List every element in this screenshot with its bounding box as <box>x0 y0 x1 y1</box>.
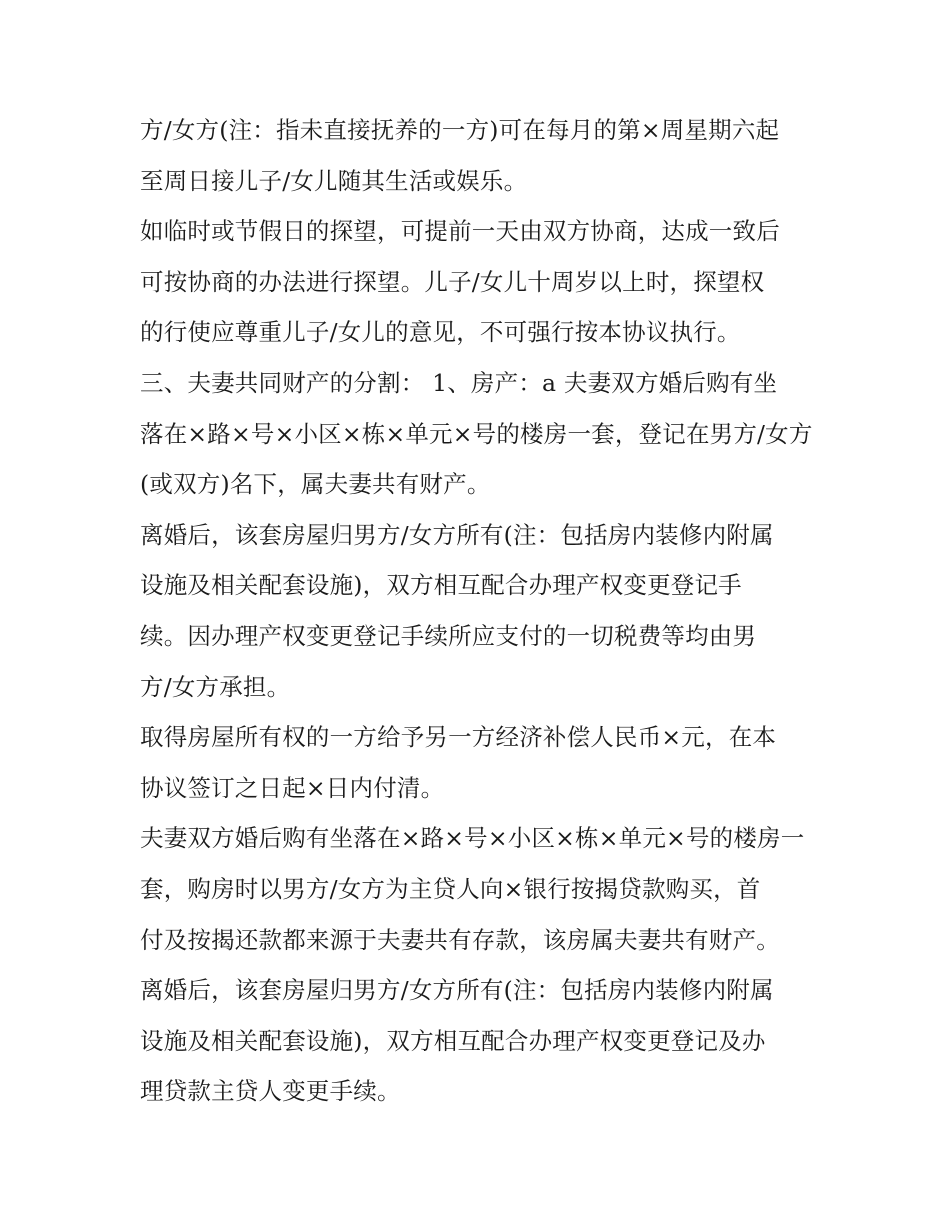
text-line: 可按协商的办法进行探望。儿子/女儿十周岁以上时，探望权 <box>140 267 765 296</box>
text-line: 方/女方承担。 <box>140 672 291 701</box>
text-line: 付及按揭还款都来源于夫妻共有存款，该房属夫妻共有财产。 <box>140 925 780 954</box>
text-line: 套，购房时以男方/女方为主贷人向×银行按揭贷款购买，首 <box>140 874 761 903</box>
text-line: 离婚后，该套房屋归男方/女方所有(注：包括房内装修内附属 <box>140 976 774 1005</box>
text-line: 落在×路×号×小区×栋×单元×号的楼房一套，登记在男方/女方 <box>140 419 813 448</box>
text-line: 三、夫妻共同财产的分割： 1、房产：a 夫妻双方婚后购有坐 <box>140 368 778 397</box>
text-line: (或双方)名下，属夫妻共有财产。 <box>140 470 491 499</box>
text-line: 设施及相关配套设施)，双方相互配合办理产权变更登记及办 <box>140 1026 766 1055</box>
text-line: 如临时或节假日的探望，可提前一天由双方协商，达成一致后 <box>140 217 780 246</box>
text-line: 续。因办理产权变更登记手续所应支付的一切税费等均由男 <box>140 621 757 650</box>
text-line: 夫妻双方婚后购有坐落在×路×号×小区×栋×单元×号的楼房一 <box>140 824 805 853</box>
text-line: 协议签订之日起×日内付清。 <box>140 773 445 802</box>
text-line: 的行使应尊重儿子/女儿的意见，不可强行按本协议执行。 <box>140 318 741 347</box>
document-page <box>140 105 820 1117</box>
text-line: 设施及相关配套设施)，双方相互配合办理产权变更登记手 <box>140 571 742 600</box>
text-line: 理贷款主贷人变更手续。 <box>140 1077 401 1106</box>
text-line: 离婚后，该套房屋归男方/女方所有(注：包括房内装修内附属 <box>140 520 774 549</box>
text-line: 至周日接儿子/女儿随其生活或娱乐。 <box>140 166 528 195</box>
text-line: 方/女方(注：指未直接抚养的一方)可在每月的第×周星期六起 <box>140 116 780 144</box>
text-line: 取得房屋所有权的一方给予另一方经济补偿人民币×元，在本 <box>140 723 777 752</box>
